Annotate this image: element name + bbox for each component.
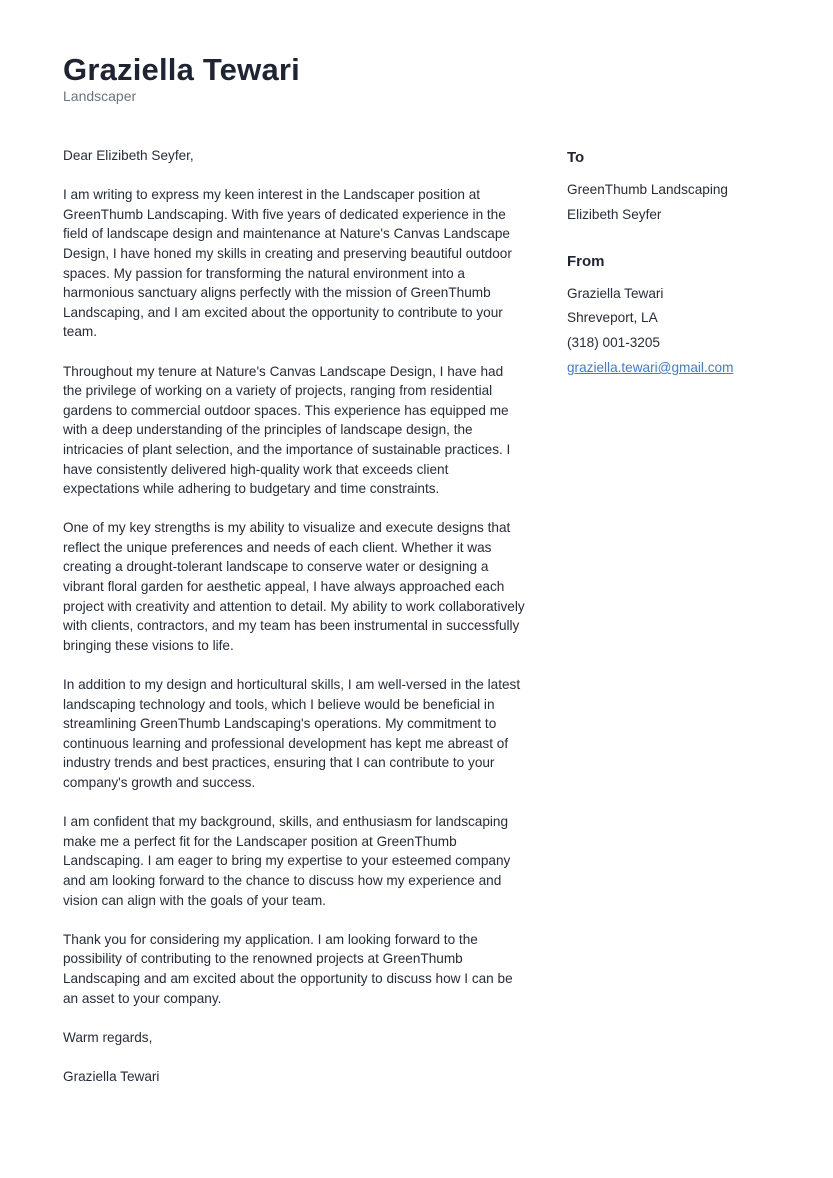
from-location: Shreveport, LA (567, 310, 658, 326)
applicant-name: Graziella Tewari (63, 52, 300, 87)
from-heading: From (567, 252, 605, 270)
to-recipient: Elizibeth Seyfer (567, 206, 662, 222)
closing: Warm regards, (63, 1029, 153, 1045)
letter-body (63, 146, 525, 1087)
salutation: Dear Elizibeth Seyfer, (63, 148, 194, 163)
from-block (567, 250, 807, 381)
from-name: Graziella Tewari (567, 285, 664, 301)
signature: Graziella Tewari (63, 1068, 160, 1084)
paragraph-1: I am writing to express my keen interest in the Landscaper position at GreenThumb Landscaping. With five years of dedicated experience in the field of landscape design and maintenance at Nature's Canvas Landscape Design, I have honed my skills in creating and preserving beautiful outdoor spaces. My passion for transforming the natural environment into a harmonious sanctuary aligns perfectly with the mission of GreenThumb Landscaping, and I am excited about the opportunity to contribute to your team. (63, 187, 512, 340)
paragraph-5: I am confident that my background, skills, and enthusiasm for landscaping make me a perfect fit for the Landscaper position at GreenThumb Landscaping. I am eager to bring my expertise to your esteemed company and am looking forward to the chance to discuss how my experience and vision can align with the goals of your team. (63, 814, 511, 908)
paragraph-2: Throughout my tenure at Nature's Canvas Landscape Design, I have had the privilege of working on a variety of projects, ranging from residential gardens to commercial outdoor spaces. This experience has equipped me with a deep understanding of the principles of landscape design, the intricacies of plant selection, and the importance of sustainable practices. I have consistently delivered high-quality work that exceeds client expectations while adhering to budgetary and time constraints. (63, 363, 511, 497)
contact-sidebar (567, 146, 807, 403)
to-block (567, 146, 807, 228)
paragraph-6: Thank you for considering my application. I am looking forward to the possibility of contributing to the renowned projects at GreenThumb Landscaping and am excited about the opportunity to discuss how I can be an asset to your company. (63, 931, 513, 1006)
paragraph-3: One of my key strengths is my ability to visualize and execute designs that reflect the unique preferences and needs of each client. Whether it was creating a drought-tolerant landscape to conserve water or designing a vibrant floral garden for aesthetic appeal, I have always approached each project with creativity and attention to detail. My ability to work collaboratively with clients, contractors, and my team has been instrumental in successfully bringing these visions to life. (63, 520, 525, 653)
letter-header (63, 52, 300, 105)
to-heading: To (567, 149, 585, 166)
from-email-row (567, 356, 807, 381)
applicant-title: Landscaper (63, 88, 137, 104)
to-company: GreenThumb Landscaping (567, 182, 728, 197)
from-phone: (318) 001-3205 (567, 335, 660, 351)
email-link[interactable]: graziella.tewari@gmail.com (567, 359, 734, 375)
paragraph-4: In addition to my design and horticultural skills, I am well-versed in the latest landscaping technology and tools, which I believe would be beneficial in streamlining GreenThumb Landscaping's operations. My commitment to continuous learning and professional development has kept me abreast of industry trends and best practices, ensuring that I can contribute to your company's growth and success. (63, 677, 521, 790)
